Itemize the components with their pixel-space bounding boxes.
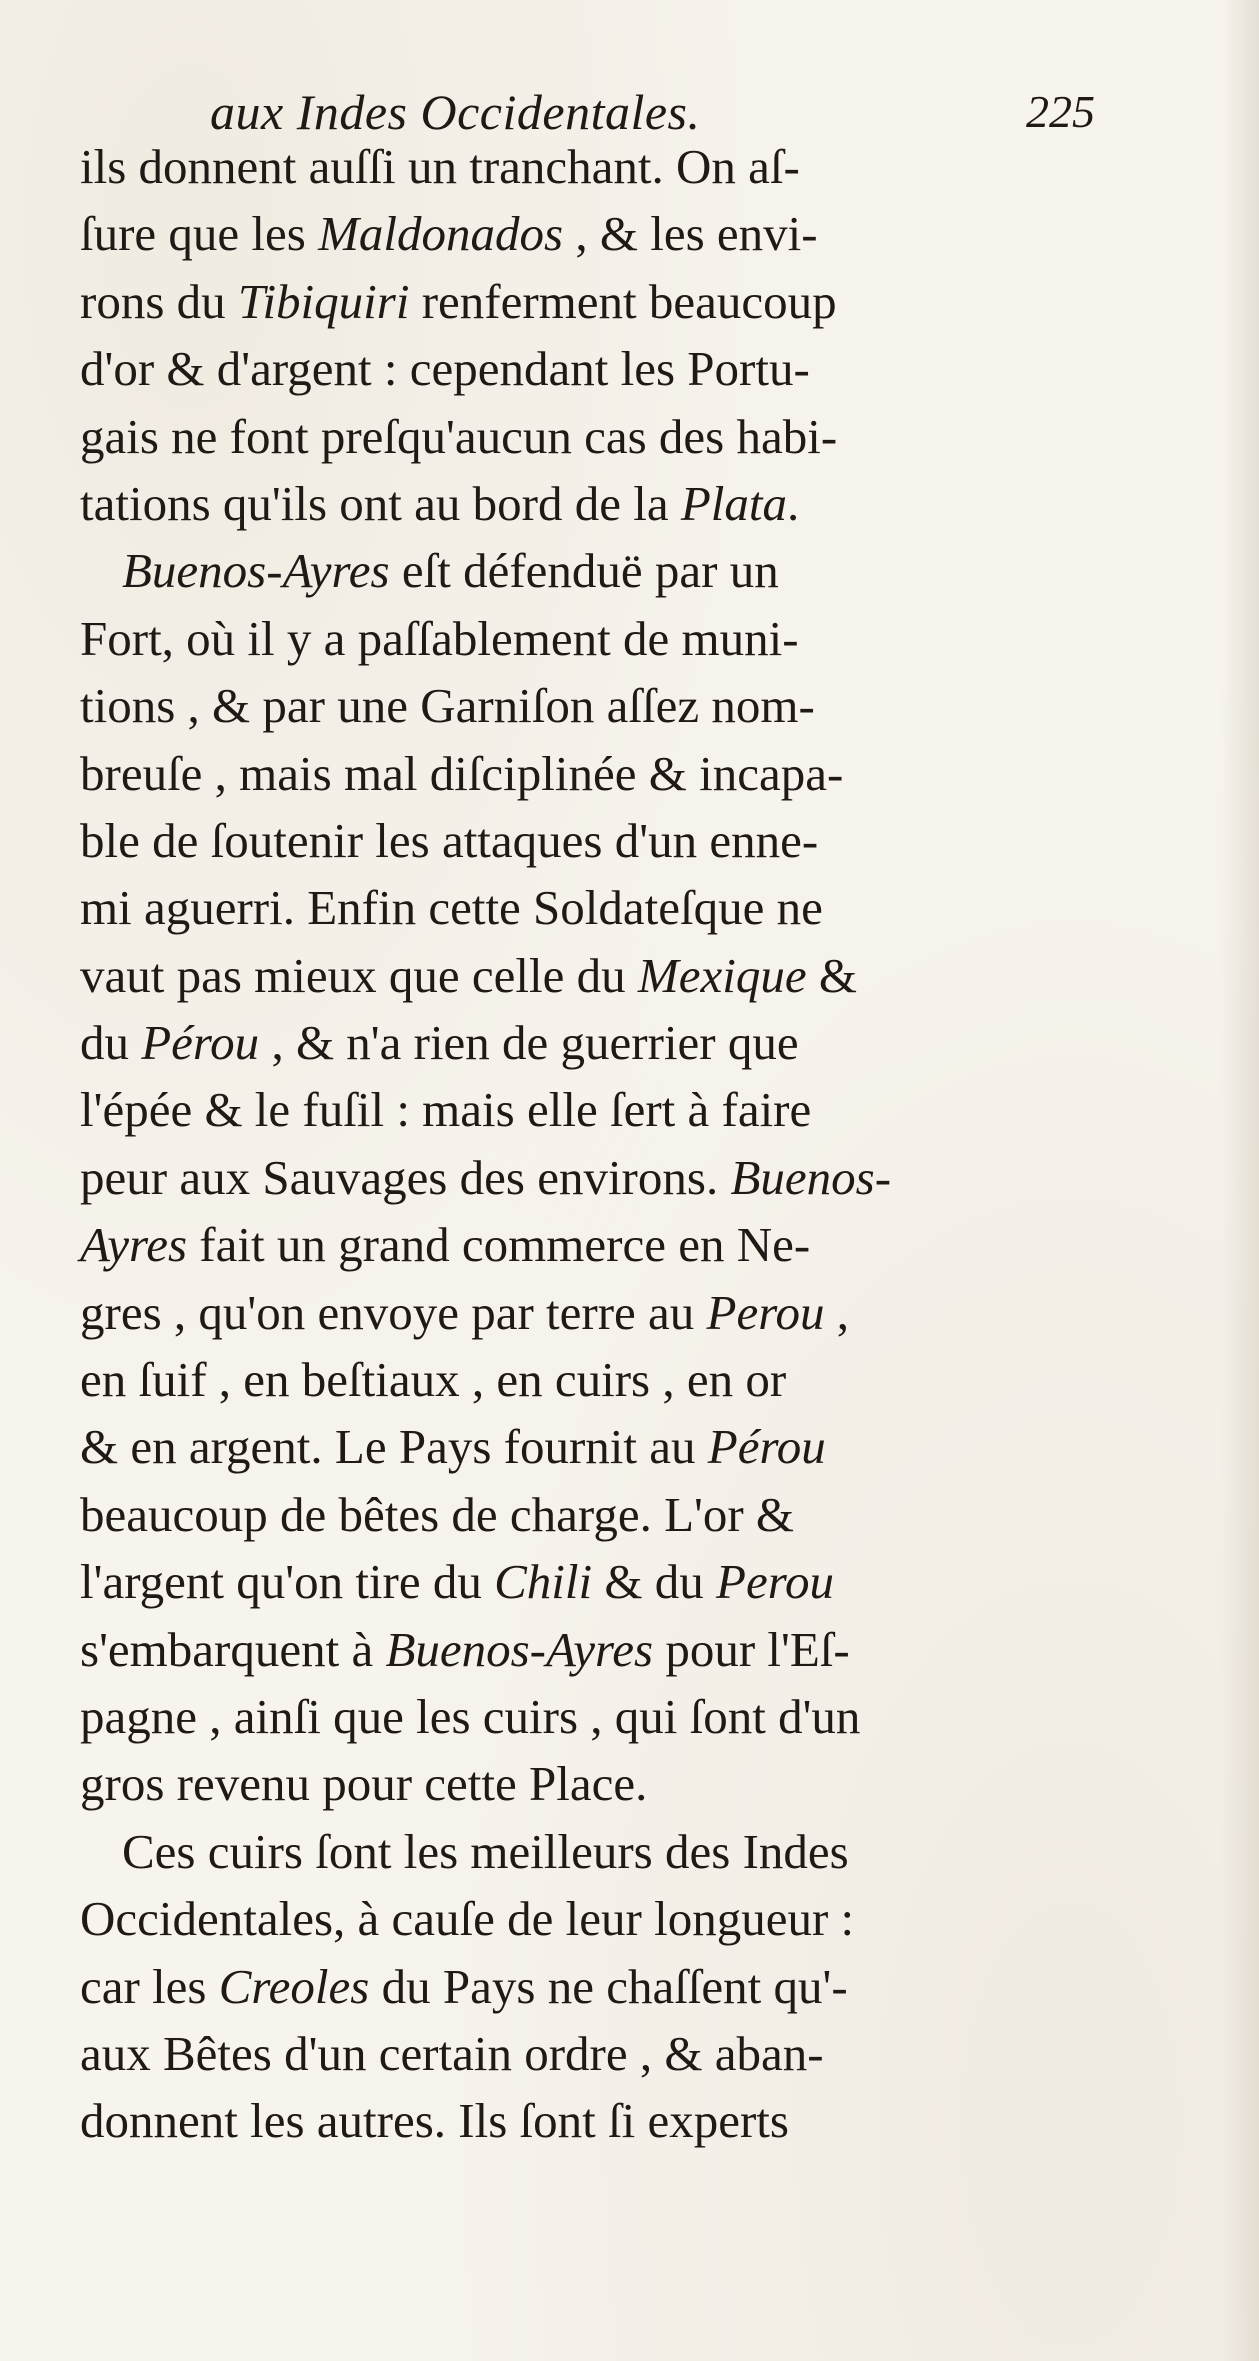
text-segment: & en argent. Le Pays fournit au [80, 1419, 708, 1475]
text-segment: peur aux Sauvages des environs. [80, 1149, 731, 1205]
text-line [80, 1818, 1100, 1885]
text-line [80, 605, 1100, 672]
italic-segment: Perou [706, 1284, 825, 1340]
text-line [80, 335, 1100, 402]
text-segment: breuſe , mais mal diſciplinée & incapa- [80, 745, 844, 801]
text-line [80, 537, 1100, 604]
text-line [80, 1211, 1100, 1278]
text-line [80, 470, 1100, 537]
text-segment: gres , qu'on envoye par terre au [80, 1284, 707, 1340]
text-line [80, 1279, 1100, 1346]
text-line [80, 1683, 1100, 1750]
text-line [80, 1885, 1100, 1952]
text-segment: s'embarquent à [80, 1621, 386, 1677]
text-line [80, 740, 1100, 807]
text-segment: du [80, 1015, 142, 1071]
text-segment: ſure que les [80, 206, 319, 262]
italic-segment: Pérou [141, 1015, 260, 1071]
text-line [80, 2020, 1100, 2087]
text-line [80, 1481, 1100, 1548]
text-line [80, 807, 1100, 874]
text-line [80, 1076, 1100, 1143]
italic-segment: Perou [716, 1554, 834, 1610]
text-segment: , [824, 1284, 849, 1340]
text-segment: . [787, 475, 800, 531]
text-line [80, 672, 1100, 739]
text-line [80, 268, 1100, 335]
text-segment: beaucoup de bêtes de charge. L'or & [80, 1486, 795, 1542]
text-segment: & du [592, 1554, 717, 1610]
italic-segment: Plata [680, 475, 787, 531]
text-segment: , & les envi- [563, 206, 818, 262]
text-line [80, 1750, 1100, 1817]
text-segment: , & n'a rien de guerrier que [259, 1015, 799, 1071]
text-segment: tations qu'ils ont au bord de la [80, 475, 681, 531]
text-line [80, 1953, 1100, 2020]
text-segment: pagne , ainſi que les cuirs , qui ſont d'un [80, 1688, 861, 1744]
text-segment: car les [80, 1958, 219, 2014]
italic-segment: Creoles [218, 1958, 370, 2014]
text-segment: mi aguerri. Enfin cette Soldateſque ne [80, 880, 823, 936]
text-segment: renferment beaucoup [409, 273, 837, 329]
text-segment: aux Bêtes d'un certain ordre , & aban- [80, 2025, 824, 2081]
italic-segment: Buenos-Ayres [385, 1621, 654, 1677]
text-line [80, 942, 1100, 1009]
text-segment: rons du [80, 273, 238, 329]
text-segment: l'épée & le fuſil : mais elle ſert à faire [80, 1082, 812, 1138]
text-segment: gros revenu pour cette Place. [80, 1756, 648, 1812]
text-segment: d'or & d'argent : cependant les Portu- [80, 341, 810, 397]
text-segment: Occidentales, à cauſe de leur longueur : [80, 1891, 855, 1947]
italic-segment: Pérou [707, 1419, 826, 1475]
text-line [80, 1144, 1100, 1211]
text-line [80, 2087, 1100, 2154]
text-segment: eſt défenduë par un [389, 543, 779, 599]
text-line [80, 133, 1100, 200]
text-line [80, 1413, 1100, 1480]
italic-segment: Chili [494, 1554, 593, 1610]
page-number: 225 [1026, 86, 1095, 137]
text-line [80, 1346, 1100, 1413]
text-line [80, 874, 1100, 941]
text-segment: pour l'Eſ- [653, 1621, 850, 1677]
text-segment: Ces cuirs ſont les meilleurs des Indes [122, 1823, 849, 1879]
text-segment: tions , & par une Garniſon aſſez nom- [80, 678, 815, 734]
text-segment: vaut pas mieux que celle du [80, 947, 638, 1003]
text-segment: Fort, où il y a paſſablement de muni- [80, 610, 799, 666]
text-segment: ble de ſoutenir les attaques d'un enne- [80, 812, 819, 868]
text-segment: fait un grand commerce en Ne- [187, 1217, 811, 1273]
page-gutter-shadow [1221, 0, 1259, 2361]
text-segment: du Pays ne chaſſent qu'- [369, 1958, 848, 2014]
text-line [80, 1616, 1100, 1683]
text-line [80, 403, 1100, 470]
running-title: aux Indes Occidentales. [210, 84, 701, 140]
italic-segment: Buenos- [730, 1149, 892, 1205]
text-segment: en ſuif , en beſtiaux , en cuirs , en or [80, 1352, 787, 1408]
text-line [80, 1009, 1100, 1076]
text-line [80, 200, 1100, 267]
italic-segment: Buenos-Ayres [122, 543, 390, 599]
italic-segment: Mexique [637, 947, 807, 1003]
body-text [80, 133, 1100, 2155]
text-line [80, 1548, 1100, 1615]
text-segment: & [806, 947, 857, 1003]
text-segment: l'argent qu'on tire du [80, 1554, 495, 1610]
text-segment: gais ne font preſqu'aucun cas des habi- [80, 408, 838, 464]
text-segment: donnent les autres. Ils ſont ſi experts [80, 2093, 789, 2149]
italic-segment: Ayres [80, 1217, 188, 1273]
text-segment: ils donnent auſſi un tranchant. On aſ- [80, 139, 800, 194]
italic-segment: Maldonados [318, 206, 564, 262]
italic-segment: Tibiquiri [237, 273, 410, 329]
